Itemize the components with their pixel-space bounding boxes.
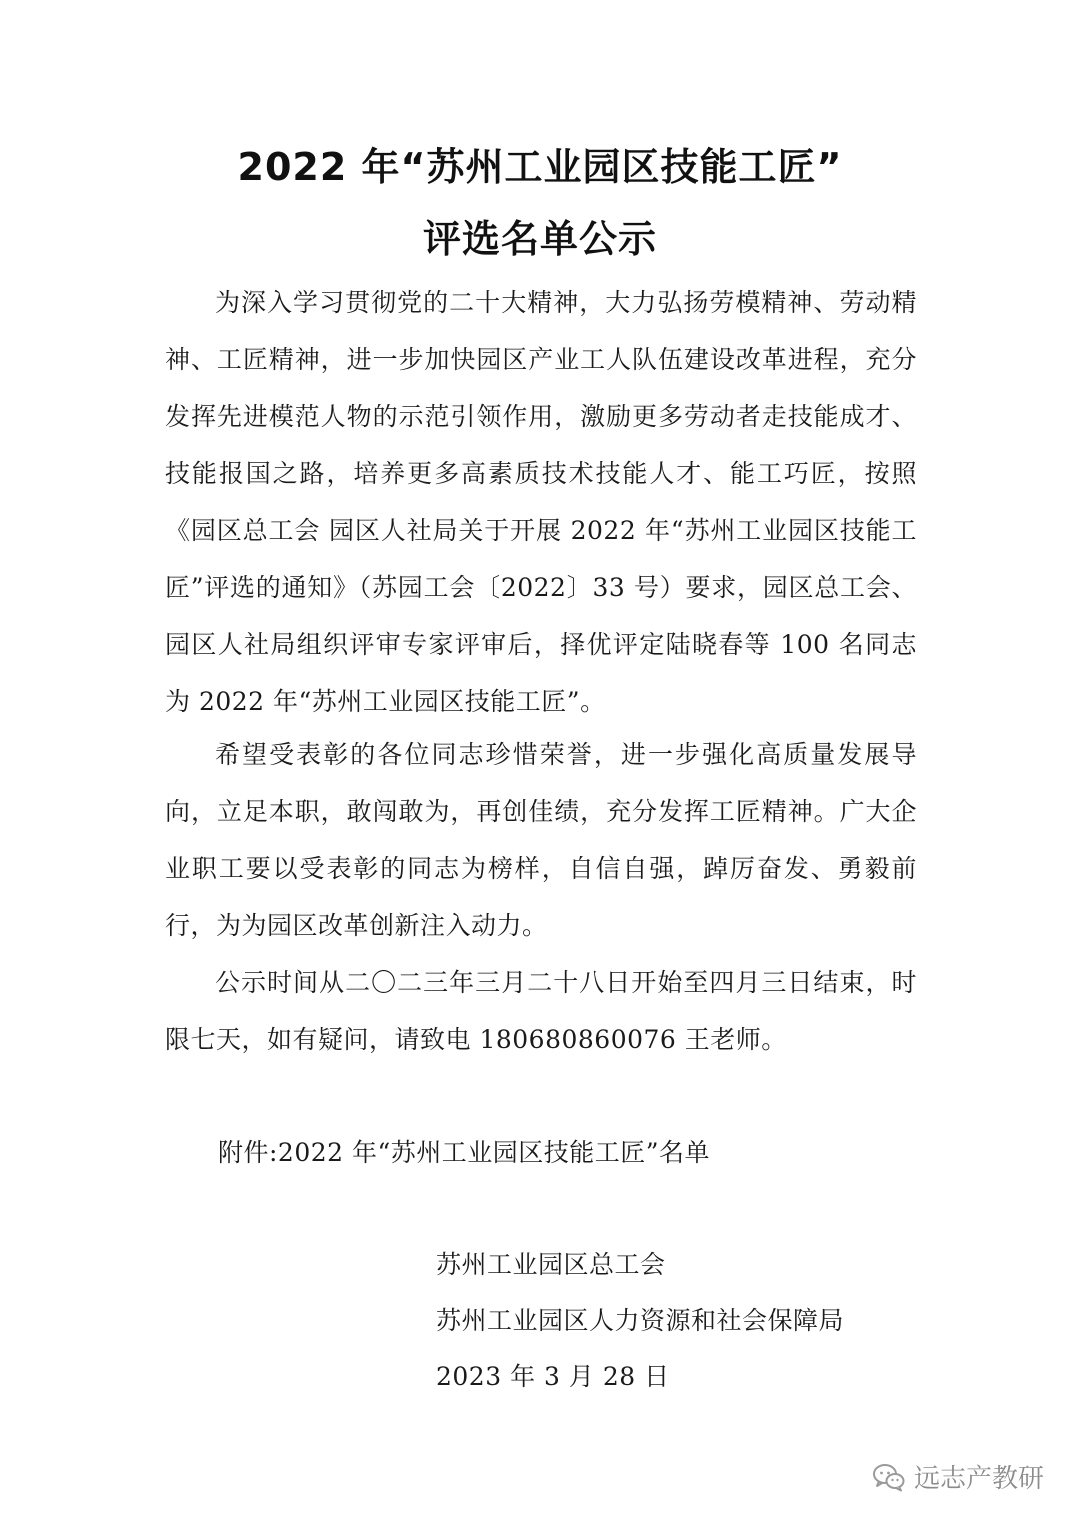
document-title-line1: 2022 年“苏州工业园区技能工匠” xyxy=(237,145,843,189)
watermark xyxy=(872,1458,1044,1495)
attachment-line: 附件:2022 年“苏州工业园区技能工匠”名单 xyxy=(218,1138,711,1167)
signature-date: 2023 年 3 月 28 日 xyxy=(436,1362,670,1391)
signature-org-union: 苏州工业园区总工会 xyxy=(436,1250,666,1279)
paragraph-intro xyxy=(165,274,917,730)
paragraph-hope xyxy=(165,726,917,954)
watermark-text: 远志产教研 xyxy=(914,1464,1045,1494)
paragraph-text: 公示时间从二〇二三年三月二十八日开始至四月三日结束，时限七天，如有疑问，请致电 180680860076 王老师。 xyxy=(165,968,917,1054)
paragraph-notice-period xyxy=(165,954,917,1068)
paragraph-text: 希望受表彰的各位同志珍惜荣誉，进一步强化高质量发展导向，立足本职，敢闯敢为，再创佳绩，充分发挥工匠精神。广大企业职工要以受表彰的同志为榜样，自信自强，踔厉奋发、勇毅前行，为为园区改革创新注入动力。 xyxy=(165,740,917,940)
document-title-line2: 评选名单公示 xyxy=(422,217,657,261)
signature-org-hr-bureau: 苏州工业园区人力资源和社会保障局 xyxy=(436,1306,845,1335)
wechat-icon xyxy=(872,1462,906,1492)
paragraph-text: 为深入学习贯彻党的二十大精神，大力弘扬劳模精神、劳动精神、工匠精神，进一步加快园区产业工人队伍建设改革进程，充分发挥先进模范人物的示范引领作用，激励更多劳动者走技能成才、技能报国之路，培养更多高素质技术技能人才、能工巧匠，按照《园区总工会 园区人社局关于开展 2022 年“苏州工业园区技能工匠”评选的通知》（苏园工会〔2022〕33 号）要求，园区总工会、园区人社局组织评审专家评审后，择优评定陆晓春等 100 名同志为 2022 年“苏州工业园区技能工匠”。 xyxy=(165,288,917,716)
